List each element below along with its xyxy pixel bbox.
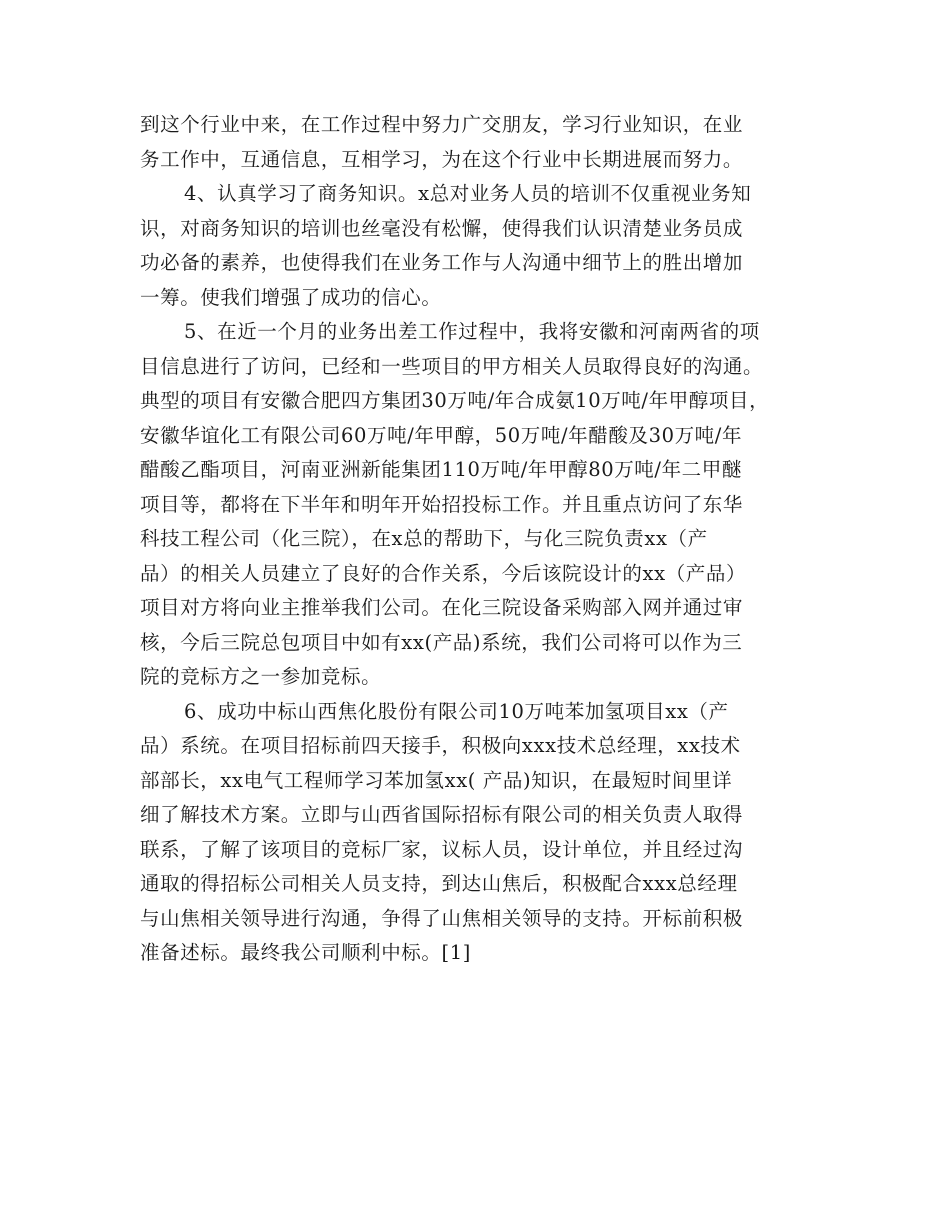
text-line: 识，对商务知识的培训也丝毫没有松懈，使得我们认识清楚业务员成 [140, 216, 744, 240]
text-line: 准备述标。最终我公司顺利中标。[1] [140, 941, 471, 964]
text-line: 4、认真学习了商务知识。x总对业务人员的培训不仅重视业务知 [184, 182, 752, 205]
text-line: 通取的得招标公司相关人员支持，到达山焦后，积极配合xxx总经理 [140, 872, 738, 895]
text-line: 功必备的素养，也使得我们在业务工作与人沟通中细节上的胜出增加 [140, 251, 744, 274]
text-line: 典型的项目有安徽合肥四方集团30万吨/年合成氨10万吨/年甲醇项目， [140, 389, 770, 412]
text-line: 一筹。使我们增强了成功的信心。 [140, 285, 442, 309]
text-line: 目信息进行了访问，已经和一些项目的甲方相关人员取得良好的沟通。 [140, 354, 764, 378]
text-line: 部部长，xx电气工程师学习苯加氢xx( 产品)知识，在最短时间里详 [140, 768, 733, 792]
text-line: 联系，了解了该项目的竞标厂家，议标人员，设计单位，并且经过沟 [140, 837, 744, 861]
text-line: 核，今后三院总包项目中如有xx(产品)系统，我们公司将可以作为三 [140, 630, 743, 654]
document-body [140, 108, 830, 971]
text-line: 项目等，都将在下半年和明年开始招投标工作。并且重点访问了东华 [140, 492, 744, 516]
text-line: 5、在近一个月的业务出差工作过程中，我将安徽和河南两省的项 [184, 320, 760, 343]
text-line: 安徽华谊化工有限公司60万吨/年甲醇，50万吨/年醋酸及30万吨/年 [140, 423, 743, 447]
text-line: 品）系统。在项目招标前四天接手，积极向xxx技术总经理，xx技术 [140, 734, 741, 757]
text-line: 品）的相关人员建立了良好的合作关系，今后该院设计的xx（产品） [140, 561, 747, 585]
text-line: 项目对方将向业主推举我们公司。在化三院设备采购部入网并通过审 [140, 596, 744, 619]
text-line: 务工作中，互通信息，互相学习，为在这个行业中长期进展而努力。 [140, 147, 744, 171]
text-line: 院的竞标方之一参加竞标。 [140, 665, 382, 688]
text-line: 6、成功中标山西焦化股份有限公司10万吨苯加氢项目xx（产 [184, 699, 729, 723]
text-line: 与山焦相关领导进行沟通，争得了山焦相关领导的支持。开标前积极 [140, 906, 744, 930]
text-line: 科技工程公司（化三院），在x总的帮助下，与化三院负责xx（产 [140, 527, 708, 550]
text-line: 细了解技术方案。立即与山西省国际招标有限公司的相关负责人取得 [140, 803, 744, 826]
text-line: 到这个行业中来，在工作过程中努力广交朋友，学习行业知识，在业 [140, 113, 744, 136]
text-line: 醋酸乙酯项目，河南亚洲新能集团110万吨/年甲醇80万吨/年二甲醚 [140, 458, 742, 481]
